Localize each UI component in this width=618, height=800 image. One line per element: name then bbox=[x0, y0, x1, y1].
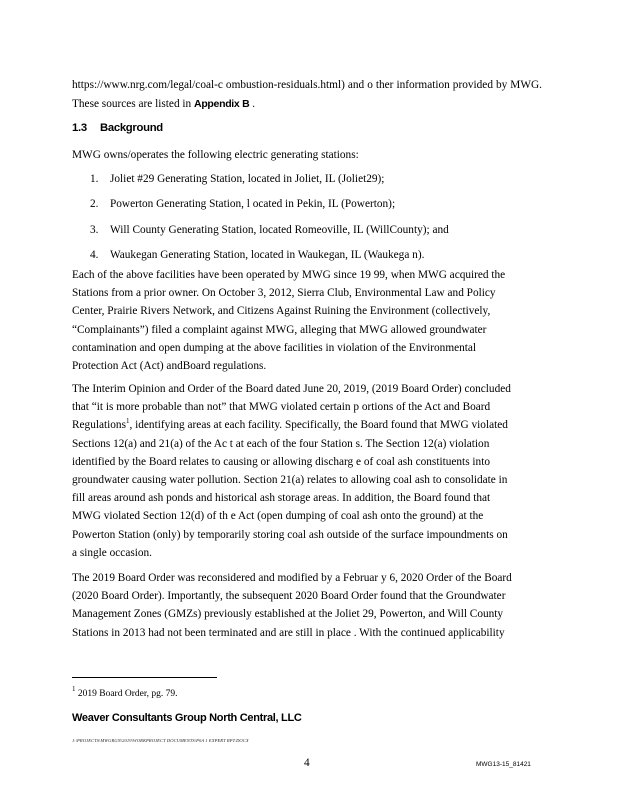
paragraph-line: contamination and open dumping at the above facilities in violation of the Environmental bbox=[72, 341, 477, 354]
paragraph-line: groundwater causing water pollution. Section 21(a) relates to allowing coal ash to consolidate in bbox=[72, 474, 508, 487]
list-text: Will County Generating Station, located Romeoville, IL (WillCounty); and bbox=[110, 223, 449, 236]
footer-file-path: J:\PROJECTS\MWGRGN\2019\WORKPROJECT DOCUMENTS\P0A 1 EXPERT RPT.DOCX bbox=[72, 738, 249, 743]
stations-list bbox=[90, 172, 449, 273]
regulations-text: Regulations bbox=[72, 419, 126, 432]
footnote-divider bbox=[72, 677, 217, 678]
paragraph-line: Each of the above facilities have been operated by MWG since 19 99, when MWG acquired the bbox=[72, 269, 506, 281]
document-id: MWG13-15_81421 bbox=[476, 761, 531, 768]
footnote bbox=[72, 685, 178, 699]
paragraph-line: fill areas around ash ponds and historical ash storage areas. In addition, the Board found that bbox=[72, 492, 491, 505]
paragraph-line: Center, Prairie Rivers Network, and Citizens Against Ruining the Environment (collectively, bbox=[72, 305, 491, 318]
paragraph-line: MWG violated Section 12(d) of th e Act (open dumping of coal ash onto the ground) at the bbox=[72, 510, 484, 523]
paragraph-line: Protection Act (Act) andBoard regulations. bbox=[72, 360, 267, 373]
section-number: 1.3 bbox=[72, 122, 87, 134]
list-text: Joliet #29 Generating Station, located in Joliet, IL (Joliet29); bbox=[110, 173, 385, 185]
list-item bbox=[90, 197, 449, 222]
footnote-number: 1 bbox=[72, 685, 76, 693]
appendix-reference: Appendix B bbox=[194, 97, 250, 110]
section-title: Background bbox=[100, 122, 163, 134]
paragraph-line: Stations in 2013 had not been terminated and are still in place . With the continued applicability bbox=[72, 626, 505, 639]
regulations-continuation: , identifying areas at each facility. Specifically, the Board found that MWG violated bbox=[129, 419, 508, 432]
paragraph-line: a single occasion. bbox=[72, 546, 152, 559]
paragraph-line: The 2019 Board Order was reconsidered and modified by a Februar y 6, 2020 Order of the Board bbox=[72, 572, 512, 584]
intro-paragraph bbox=[72, 76, 542, 113]
paragraph-line: Stations from a prior owner. On October 3, 2012, Sierra Club, Environmental Law and Policy bbox=[72, 287, 496, 300]
paragraph-line: “Complainants”) filed a complaint against MWG, alleging that MWG allowed groundwater bbox=[72, 323, 487, 336]
footnote-reference[interactable]: 1 bbox=[125, 417, 130, 426]
paragraph-line: Management Zones (GMZs) previously established at the Joliet 29, Powerton, and Will County bbox=[72, 608, 504, 621]
paragraph-line: Sections 12(a) and 21(a) of the Ac t at each of the four Station s. The Section 12(a) violation bbox=[72, 437, 490, 450]
list-number: 3. bbox=[90, 223, 99, 236]
paragraph-2020-order bbox=[72, 569, 542, 642]
paragraph-line: The Interim Opinion and Order of the Board dated June 20, 2019, (2019 Board Order) concluded bbox=[72, 383, 511, 395]
paragraph-history bbox=[72, 266, 542, 375]
list-text: Waukegan Generating Station, located in Waukegan, IL (Waukega n). bbox=[110, 248, 425, 261]
footnote-text: 2019 Board Order, pg. 79. bbox=[75, 689, 178, 699]
footer-company: Weaver Consultants Group North Central, LLC bbox=[72, 712, 302, 724]
paragraph-line bbox=[72, 416, 542, 434]
paragraph-interim-order bbox=[72, 380, 542, 562]
paragraph-line: that “it is more probable than not” that MWG violated certain p ortions of the Act and Board bbox=[72, 401, 491, 414]
page-number: 4 bbox=[304, 757, 310, 769]
intro-tail: . bbox=[249, 97, 256, 110]
intro-text: https://www.nrg.com/legal/coal-c ombustion-residuals.html) and o ther information provided by MWG. These sources are listed in bbox=[72, 79, 542, 110]
paragraph-line: identified by the Board relates to causing or allowing discharg e of coal ash constituents into bbox=[72, 455, 490, 468]
owns-text: MWG owns/operates the following electric generating stations: bbox=[72, 149, 359, 161]
list-number: 4. bbox=[90, 248, 99, 261]
list-item bbox=[90, 172, 449, 197]
paragraph-line: (2020 Board Order). Importantly, the subsequent 2020 Board Order found that the Groundwater bbox=[72, 590, 506, 603]
list-text: Powerton Generating Station, l ocated in Pekin, IL (Powerton); bbox=[110, 198, 396, 211]
list-item bbox=[90, 223, 449, 248]
list-number: 1. bbox=[90, 173, 99, 185]
paragraph-line: Powerton Station (only) by temporarily storing coal ash outside of the surface impoundments on bbox=[72, 528, 508, 541]
section-heading bbox=[72, 122, 163, 134]
list-number: 2. bbox=[90, 198, 99, 211]
